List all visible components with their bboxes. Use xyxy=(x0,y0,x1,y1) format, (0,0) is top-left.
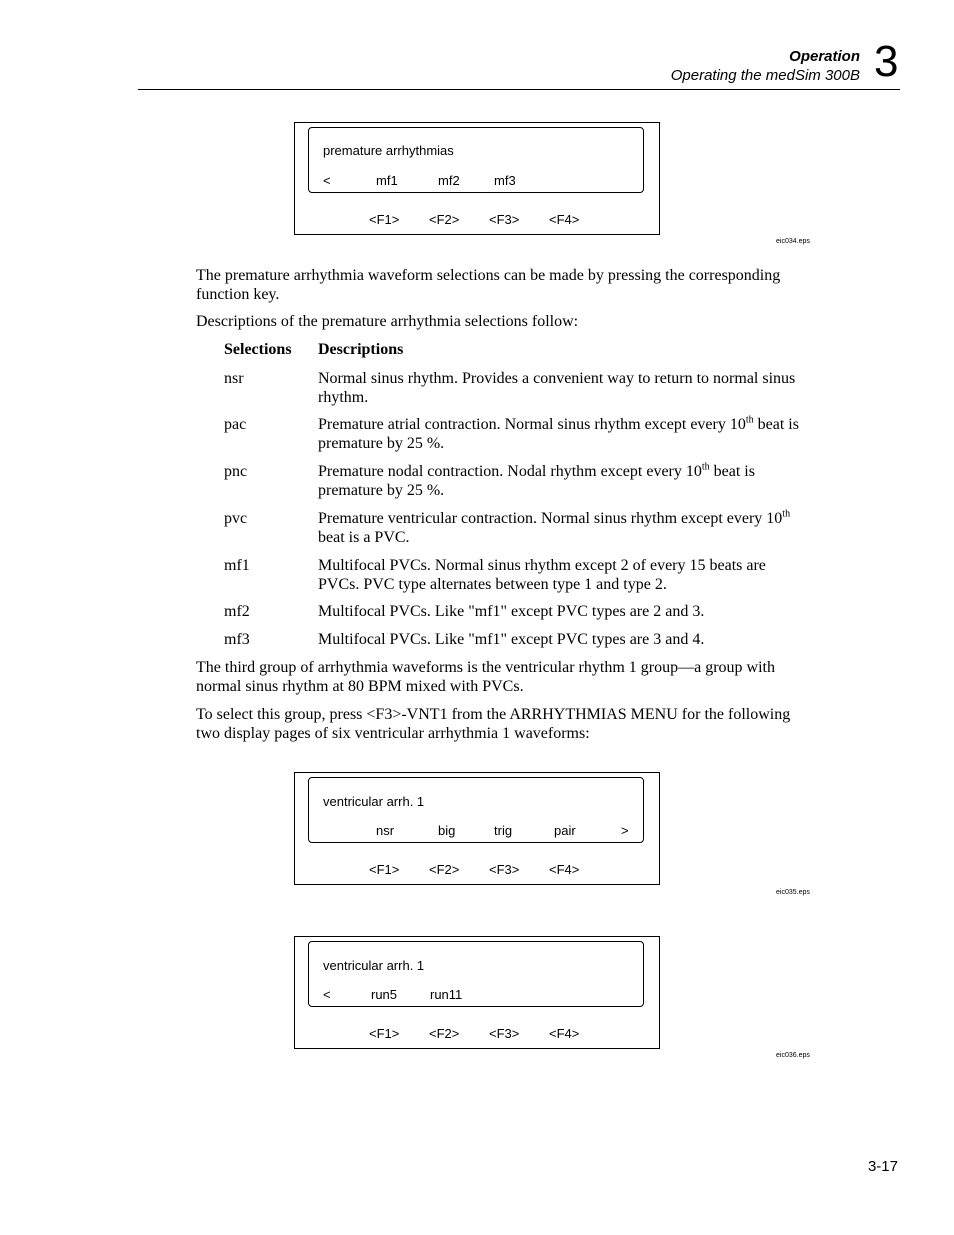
header-rule xyxy=(138,89,900,90)
running-header-subtitle: Operating the medSim 300B xyxy=(670,67,860,84)
softkey-prev: < xyxy=(323,987,331,1002)
function-key-f2: <F2> xyxy=(429,1026,460,1041)
chapter-number: 3 xyxy=(874,37,899,86)
function-key-f1: <F1> xyxy=(369,862,400,877)
paragraph: The third group of arrhythmia waveforms is the ventricular rhythm 1 group—a group with normal sinus rhythm at 80 BPM mixed with PVCs. xyxy=(196,659,775,695)
selection-code: pvc xyxy=(224,510,248,527)
function-key-f4: <F4> xyxy=(549,1026,580,1041)
lcd-line-1: ventricular arrh. 1 xyxy=(323,958,425,973)
function-key-f3: <F3> xyxy=(489,1026,520,1041)
softkey-label: mf3 xyxy=(494,173,516,188)
selection-description: Normal sinus rhythm. Provides a convenient way to return to normal sinus rhythm. xyxy=(318,370,796,406)
lcd-screen xyxy=(308,941,644,1007)
softkey-label: big xyxy=(438,823,456,838)
selection-code: mf2 xyxy=(224,603,250,620)
selection-description: Multifocal PVCs. Normal sinus rhythm except 2 of every 15 beats are PVCs. PVC type alternates between type 1 and type 2. xyxy=(318,557,766,593)
page-number: 3-17 xyxy=(867,1158,898,1175)
paragraph: To select this group, press <F3>-VNT1 from the ARRHYTHMIAS MENU for the following two display pages of six ventricular arrhythmia 1 waveforms: xyxy=(196,706,791,742)
function-key-f2: <F2> xyxy=(429,862,460,877)
selection-description: Premature nodal contraction. Nodal rhythm except every 10th beat is premature by 25 %. xyxy=(318,461,755,499)
figure-file-label: eic035.eps xyxy=(776,889,810,896)
selection-code: mf3 xyxy=(224,631,250,648)
function-key-f1: <F1> xyxy=(369,1026,400,1041)
lcd-screen xyxy=(308,777,644,843)
function-key-f4: <F4> xyxy=(549,862,580,877)
lcd-figure-ventricular-page-1 xyxy=(294,772,660,885)
selection-description: Multifocal PVCs. Like "mf1" except PVC types are 3 and 4. xyxy=(318,631,705,648)
softkey-label: run5 xyxy=(371,987,398,1002)
paragraph: Descriptions of the premature arrhythmia selections follow: xyxy=(196,313,579,330)
softkey-label: mf1 xyxy=(376,173,398,188)
lcd-screen xyxy=(308,127,644,193)
softkey-next: > xyxy=(621,823,629,838)
paragraph: The premature arrhythmia waveform selections can be made by pressing the corresponding function key. xyxy=(196,267,781,303)
table-header-descriptions: Descriptions xyxy=(318,341,404,358)
lcd-line-1: premature arrhythmias xyxy=(323,143,454,158)
function-key-f3: <F3> xyxy=(489,212,520,227)
lcd-figure-ventricular-page-2 xyxy=(294,936,660,1049)
figure-file-label: eic036.eps xyxy=(776,1052,810,1059)
table-header-selections: Selections xyxy=(224,341,292,358)
running-header-section: Operation xyxy=(789,48,860,65)
figure-file-label: eic034.eps xyxy=(776,238,810,245)
softkey-prev: < xyxy=(323,173,331,188)
selection-code: pac xyxy=(224,416,247,433)
lcd-line-1: ventricular arrh. 1 xyxy=(323,794,425,809)
selection-code: nsr xyxy=(224,370,244,387)
selection-code: pnc xyxy=(224,463,248,480)
selection-code: mf1 xyxy=(224,557,250,574)
softkey-label: pair xyxy=(554,823,576,838)
softkey-label: run11 xyxy=(430,987,463,1002)
function-key-f4: <F4> xyxy=(549,212,580,227)
selection-description: Premature ventricular contraction. Normal sinus rhythm except every 10th beat is a PVC. xyxy=(318,508,791,546)
softkey-label: nsr xyxy=(376,823,395,838)
function-key-f2: <F2> xyxy=(429,212,460,227)
selection-description: Multifocal PVCs. Like "mf1" except PVC types are 2 and 3. xyxy=(318,603,705,620)
softkey-label: mf2 xyxy=(438,173,460,188)
function-key-f3: <F3> xyxy=(489,862,520,877)
function-key-f1: <F1> xyxy=(369,212,400,227)
selection-description: Premature atrial contraction. Normal sinus rhythm except every 10th beat is premature by 25 %. xyxy=(318,414,799,452)
softkey-label: trig xyxy=(494,823,513,838)
lcd-figure-premature xyxy=(294,122,660,235)
